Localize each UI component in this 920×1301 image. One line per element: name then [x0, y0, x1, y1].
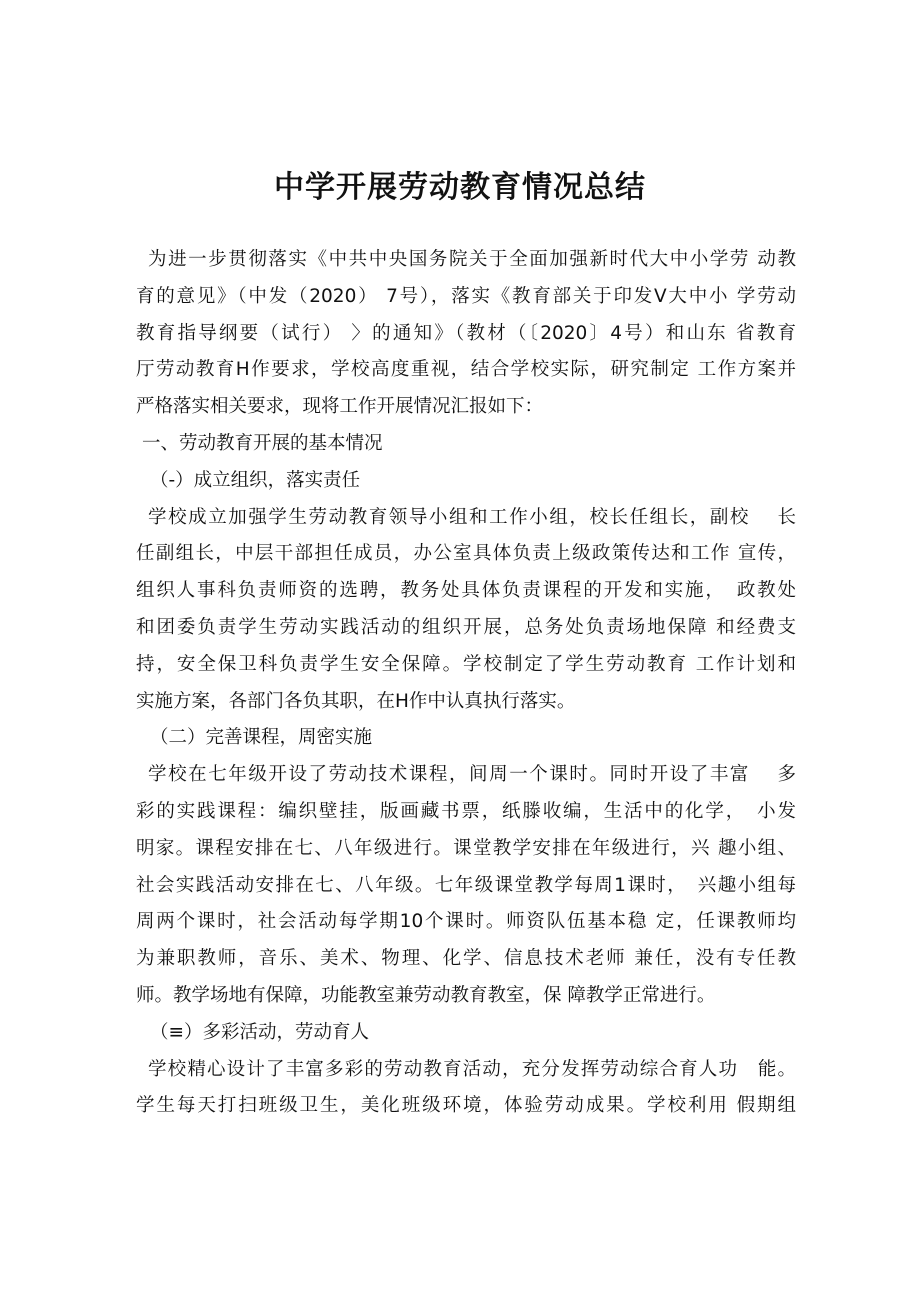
- section-heading: 一、劳动教育开展的基本情况: [142, 432, 383, 454]
- document-title: 中学开展劳动教育情况总结: [274, 170, 646, 205]
- paragraph-line: 明家。课程安排在七、八年级进行。课堂教学安排在年级进行，兴 趣小组、: [136, 837, 796, 859]
- paragraph-line: 学校精心设计了丰富多彩的劳动教育活动，充分发挥劳动综合育人功 能。: [148, 1058, 796, 1080]
- paragraph-line: 彩的实践课程：编织壁挂，版画藏书票，纸滕收编，生活中的化学， 小发: [136, 800, 796, 822]
- paragraph-line: 育的意见》（中发（2020） 7号），落实《教育部关于印发V大中小 学劳动: [136, 285, 796, 307]
- subsection-heading: （二）完善课程，周密实施: [150, 727, 373, 749]
- paragraph-line: 厅劳动教育H作要求，学校高度重视，结合学校实际，研究制定 工作方案并: [136, 359, 796, 381]
- paragraph-line: 实施方案，各部门各负其职，在H作中认真执行落实。: [136, 690, 576, 712]
- paragraph-line: 师。教学场地有保障，功能教室兼劳动教育教室，保 障教学正常进行。: [136, 984, 716, 1006]
- paragraph-line: 任副组长，中层干部担任成员，办公室具体负责上级政策传达和工作 宣传，: [136, 543, 796, 565]
- subsection-heading: （-）成立组织，落实责任: [150, 469, 361, 491]
- paragraph-line: 组织人事科负责师资的选聘，教务处具体负责课程的开发和实施， 政教处: [136, 580, 796, 602]
- paragraph-line: 严格落实相关要求，现将工作开展情况汇报如下：: [136, 396, 544, 418]
- paragraph-line: 为兼职教师，音乐、美术、物理、化学、信息技术老师 兼任，没有专任教: [136, 948, 796, 970]
- paragraph-line: 社会实践活动安排在七、八年级。七年级课堂教学每周1课时， 兴趣小组每: [136, 874, 796, 896]
- paragraph-line: 学校在七年级开设了劳动技术课程，间周一个课时。同时开设了丰富 多: [148, 764, 796, 786]
- paragraph-line: 学校成立加强学生劳动教育领导小组和工作小组，校长任组长，副校 长: [148, 506, 796, 528]
- paragraph-line: 教育指导纲要（试行） 〉的通知》（教材（〔2020〕4号）和山东 省教育: [136, 322, 796, 344]
- document-body: [136, 242, 796, 1125]
- paragraph-line: 为进一步贯彻落实《中共中央国务院关于全面加强新时代大中小学劳 动教: [148, 249, 796, 270]
- paragraph-line: 和团委负责学生劳动实践活动的组织开展，总务处负责场地保障 和经费支: [136, 616, 796, 638]
- paragraph-line: 周两个课时，社会活动每学期10个课时。师资队伍基本稳 定，任课教师均: [136, 911, 796, 933]
- paragraph-line: 持，安全保卫科负责学生安全保障。学校制定了学生劳动教育 工作计划和: [136, 653, 796, 675]
- subsection-heading: （≡）多彩活动，劳动育人: [150, 1021, 370, 1043]
- paragraph-line: 学生每天打扫班级卫生，美化班级环境，体验劳动成果。学校利用 假期组: [136, 1095, 796, 1117]
